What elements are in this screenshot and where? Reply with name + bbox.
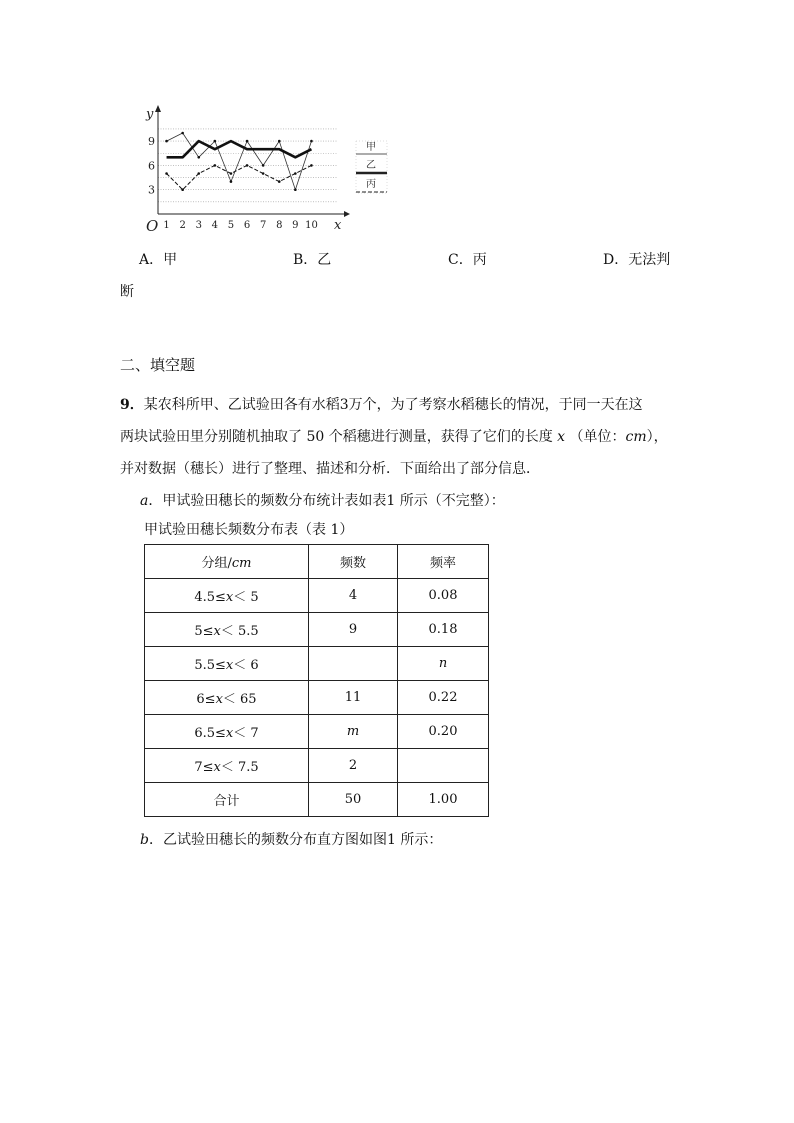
total-label: 合计: [145, 783, 309, 817]
series-point: [278, 180, 281, 183]
series-point: [278, 140, 281, 143]
series-point: [165, 172, 168, 175]
y-tick-label: 9: [148, 135, 155, 149]
question-text-2b: （单位：: [569, 429, 626, 445]
series-point: [310, 140, 313, 143]
table-row: [145, 613, 489, 647]
option-a: A．甲: [139, 252, 178, 268]
x-tick-label: 10: [305, 220, 318, 231]
series-point: [197, 156, 200, 159]
chart-axes: [145, 105, 350, 234]
series-point: [294, 188, 297, 191]
cell-count: 11: [309, 681, 398, 715]
variable-x: x: [552, 429, 570, 445]
cell-group: [145, 749, 309, 783]
cell-group-var: x: [225, 726, 234, 741]
x-tick-label: 7: [259, 220, 267, 231]
cell-group: [145, 647, 309, 681]
header-count: 频数: [309, 545, 398, 579]
cell-group: [145, 613, 309, 647]
frequency-table: [144, 544, 489, 817]
cell-group-var: x: [213, 760, 221, 775]
legend-label-yi: 乙: [366, 160, 376, 171]
legend-label-jia: 甲: [366, 142, 376, 153]
series-point: [230, 172, 233, 175]
info-a: [140, 490, 505, 510]
question-text-2c: ），: [646, 429, 668, 445]
total-count: 50: [309, 783, 398, 817]
cell-freq: 0.20: [398, 715, 489, 749]
series-point: [197, 172, 200, 175]
x-tick-label: 4: [211, 220, 219, 231]
cell-group-lo: 5≤: [194, 624, 214, 639]
chart-ticks: [148, 135, 318, 231]
question-text-2a: 两块试验田里分别随机抽取了 50 个稻穗进行测量，获得了它们的长度: [120, 429, 553, 445]
question-number: 9: [120, 397, 130, 413]
x-tick-label: 9: [292, 220, 299, 231]
cell-group-hi: ＜ 5.5: [220, 624, 259, 639]
series-point: [262, 172, 265, 175]
header-group-unit: cm: [231, 556, 252, 571]
y-tick-label: 6: [148, 159, 155, 173]
x-axis-label: x: [334, 218, 342, 233]
header-group-prefix: 分组/: [201, 556, 232, 571]
question-text-3: 并对数据（穗长）进行了整理、描述和分析．下面给出了部分信息．: [120, 461, 540, 477]
series-point: [294, 172, 297, 175]
y-tick-label: 3: [148, 183, 155, 197]
info-a-label: a: [140, 493, 149, 509]
series-point: [165, 140, 168, 143]
y-axis-label: y: [146, 107, 154, 122]
x-tick-label: 3: [195, 220, 202, 231]
section-title: 二、填空题: [120, 356, 196, 374]
option-c: C．丙: [448, 252, 487, 268]
header-group: [145, 545, 309, 579]
table-row: [145, 681, 489, 715]
option-b: B．乙: [293, 252, 332, 268]
table-caption: 甲试验田穗长频数分布表（表 1）: [144, 522, 354, 538]
chart-legend: [356, 141, 387, 193]
x-axis-arrow: [344, 211, 350, 217]
cell-group-var: x: [215, 692, 223, 707]
y-axis-arrow: [155, 105, 161, 112]
series-point: [230, 180, 233, 183]
series-point: [262, 164, 265, 167]
series-point: [214, 140, 217, 143]
x-tick-label: 1: [163, 220, 170, 231]
cell-freq: [398, 749, 489, 783]
frequency-table-body: [145, 545, 489, 817]
series-line-1: [167, 133, 312, 190]
header-freq: 频率: [398, 545, 489, 579]
line-chart: [138, 100, 388, 234]
cell-group: [145, 681, 309, 715]
table-row: [145, 647, 489, 681]
table-row: [145, 579, 489, 613]
series-point: [246, 164, 249, 167]
info-b: [140, 829, 442, 849]
cell-freq: 0.18: [398, 613, 489, 647]
table-row: [145, 749, 489, 783]
cell-group-lo: 4.5≤: [194, 590, 226, 605]
cell-freq: n: [398, 647, 489, 681]
cell-group-var: x: [225, 590, 234, 605]
x-tick-label: 8: [276, 220, 283, 231]
table-row: [145, 715, 489, 749]
series-point: [310, 164, 313, 167]
question-line-2: [120, 426, 668, 446]
x-tick-label: 2: [179, 220, 186, 231]
cell-group-hi: ＜ 5: [233, 590, 259, 605]
unit-cm: cm: [625, 429, 647, 445]
question-number-dot: ．: [129, 397, 144, 413]
info-b-label: b: [140, 832, 149, 848]
x-tick-label: 5: [227, 220, 235, 231]
cell-group-lo: 5.5≤: [194, 658, 226, 673]
cell-count: 4: [309, 579, 398, 613]
legend-label-bing: 丙: [366, 179, 376, 190]
cell-group-hi: ＜ 6: [233, 658, 259, 673]
x-tick-label: 6: [243, 220, 251, 231]
cell-group-var: x: [213, 624, 221, 639]
cell-freq: 0.22: [398, 681, 489, 715]
series-point: [246, 140, 249, 143]
series-point: [181, 132, 184, 135]
cell-group-hi: ＜ 65: [222, 692, 257, 707]
cell-count: 9: [309, 613, 398, 647]
cell-group-lo: 6≤: [196, 692, 216, 707]
total-freq: 1.00: [398, 783, 489, 817]
cell-group-hi: ＜ 7: [233, 726, 259, 741]
cell-count: m: [309, 715, 398, 749]
cell-count: [309, 647, 398, 681]
table-total-row: [145, 783, 489, 817]
question-line-1: [120, 394, 643, 414]
info-b-text: ．乙试验田穗长的频数分布直方图如图1 所示：: [148, 832, 443, 848]
series-line-2: [167, 141, 312, 157]
cell-group-hi: ＜ 7.5: [220, 760, 259, 775]
cell-count: 2: [309, 749, 398, 783]
option-d-wrap: 断: [120, 284, 134, 300]
option-d: D．无法判: [603, 252, 671, 268]
table-header-row: [145, 545, 489, 579]
cell-group-lo: 6.5≤: [194, 726, 226, 741]
series-point: [181, 188, 184, 191]
info-a-text: ．甲试验田穗长的频数分布统计表如表1 所示（不完整）：: [148, 493, 505, 509]
chart-series: [165, 132, 313, 191]
cell-freq: 0.08: [398, 579, 489, 613]
cell-group-var: x: [225, 658, 234, 673]
question-text-1: 某农科所甲、乙试验田各有水稻3万个，为了考察水稻穗长的情况，于同一天在这: [143, 397, 643, 413]
origin-label: O: [146, 217, 159, 234]
cell-group: [145, 715, 309, 749]
cell-group-lo: 7≤: [194, 760, 214, 775]
question-line-3: [120, 458, 540, 478]
cell-group: [145, 579, 309, 613]
series-point: [214, 164, 217, 167]
